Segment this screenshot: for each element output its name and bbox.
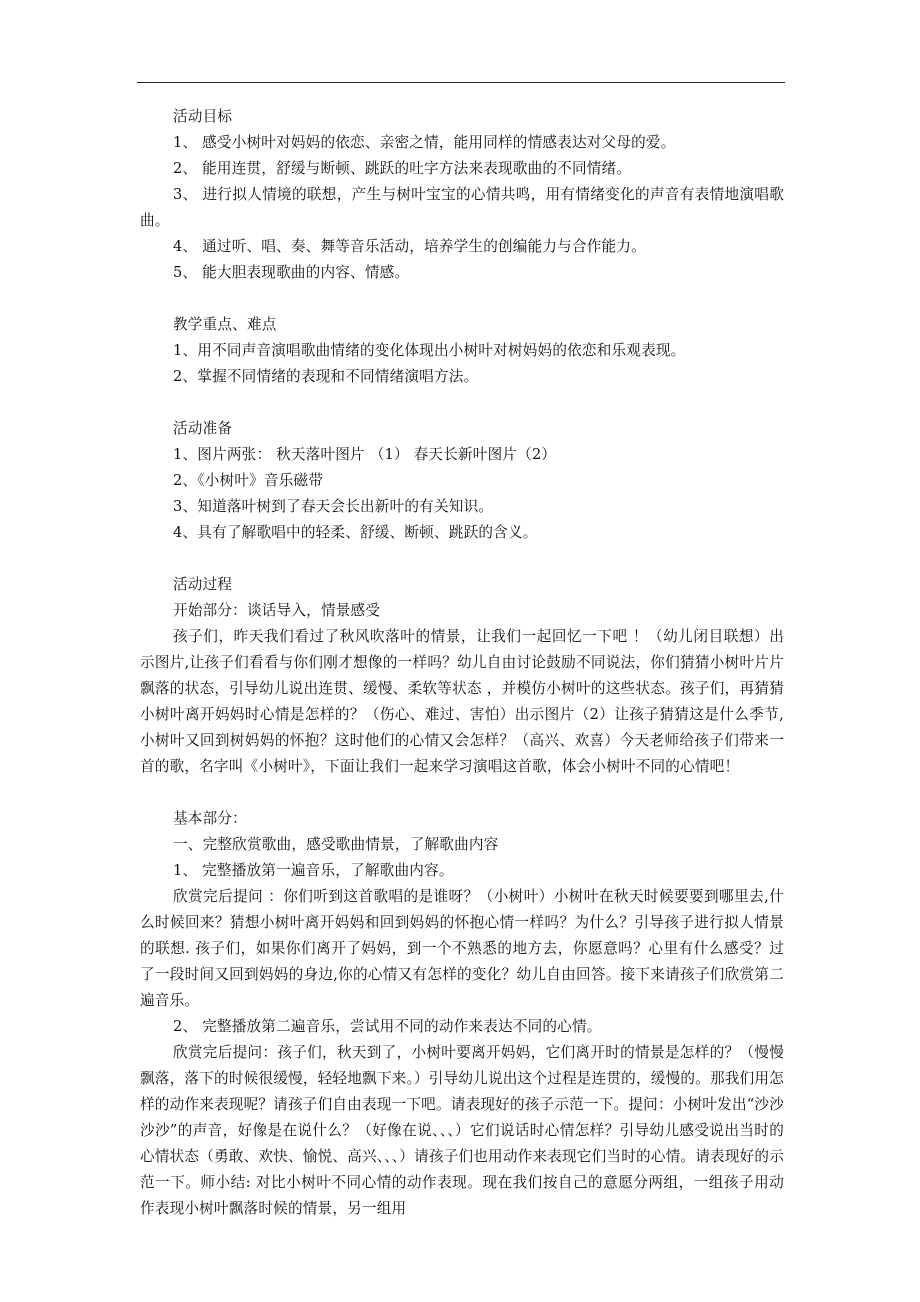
process-heading: 活动过程 [173, 576, 233, 593]
document-body [140, 104, 784, 1222]
objectives-heading: 活动目标 [173, 108, 233, 125]
step-two-paragraph: 欣赏完后提问：孩子们，秋天到了，小树叶要离开妈妈，它们离开时的情景是怎样的？（慢慢飘落，落下的时候很缓慢，轻轻地飘下来。）引导幼儿说出这个过程是连贯的，缓慢的。那我们用怎样的动作来表现呢？请孩子们自由表现一下吧。请表现好的孩子示范一下。提问：小树叶发出“沙沙沙沙”的声音，好像是在说什么？（好像在说、、、）它们说话时心情怎样？引导幼儿感受说出当时的心情状态（勇敢、欢快、愉悦、高兴、、、）请孩子们也用动作来表现它们当时的心情。请表现好的示范一下。师小结: 对比小树叶不同心情的动作表现。现在我们按自己的意愿分两组，一组孩子用动作表现小树叶飘落时候的情景，另一组用 [140, 1044, 784, 1217]
step-one-title: 1、 完整播放第一遍音乐，了解歌曲内容。 [173, 862, 454, 879]
step-one-paragraph: 欣赏完后提问 ：你们听到这首歌唱的是谁呀？（小树叶）小树叶在秋天时候要要到哪里去,什么时候回来？猜想小树叶离开妈妈和回到妈妈的怀抱心情一样吗？为什么？引导孩子进行拟人情景的联想. 孩子们，如果你们离开了妈妈，到一个不熟悉的地方去，你愿意吗？心里有什么感受？过了一段时间又回到妈妈的身边,你的心情又有怎样的变化？幼儿自由回答。接下来请孩子们欣赏第二遍音乐。 [140, 888, 784, 1009]
preparation-heading: 活动准备 [173, 420, 233, 437]
preparation-item: 2、《小树叶》音乐磁带 [173, 472, 324, 489]
objective-item: 4、 通过听、唱、奏、舞等音乐活动，培养学生的创编能力与合作能力。 [173, 238, 646, 255]
preparation-item: 1、图片两张： 秋天落叶图片 （1） 春天长新叶图片（2） [173, 446, 557, 463]
basic-part-title: 基本部分： [173, 810, 247, 827]
step-two-title: 2、 完整播放第二遍音乐，尝试用不同的动作来表达不同的心情。 [173, 1018, 602, 1035]
preparation-item: 4、具有了解歌唱中的轻柔、舒缓、断顿、跳跃的含义。 [173, 524, 538, 541]
opening-title: 开始部分：谈话导入，情景感受 [173, 602, 381, 619]
objective-item: 1、 感受小树叶对妈妈的依恋、亲密之情，能用同样的情感表达对父母的爱。 [173, 134, 676, 151]
key-point-item: 1、用不同声音演唱歌曲情绪的变化体现出小树叶对树妈妈的依恋和乐观表现。 [173, 342, 686, 359]
objective-item: 3、 进行拟人情境的联想，产生与树叶宝宝的心情共鸣，用有情绪变化的声音有表情地演唱歌曲。 [140, 186, 784, 229]
objective-item: 2、 能用连贯，舒缓与断顿、跳跃的吐字方法来表现歌曲的不同情绪。 [173, 160, 632, 177]
preparation-item: 3、知道落叶树到了春天会长出新叶的有关知识。 [173, 498, 494, 515]
opening-paragraph: 孩子们，昨天我们看过了秋风吹落叶的情景，让我们一起回忆一下吧 ！（幼儿闭目联想）出示图片,让孩子们看看与你们刚才想像的一样吗？幼儿自由讨论鼓励不同说法，你们猜猜小树叶片片飘落的状态，引导幼儿说出连贯、缓慢、柔软等状态 ，并模仿小树叶的这些状态。孩子们，再猜猜小树叶离开妈妈时心情是怎样的？（伤心、难过、害怕）出示图片（2）让孩子猜猜这是什么季节,小树叶又回到树妈妈的怀抱？这时他们的心情又会怎样？（高兴、欢喜）今天老师给孩子们带来一首的歌，名字叫《小树叶》，下面让我们一起来学习演唱这首歌，体会小树叶不同的心情吧！ [140, 628, 784, 775]
header-rule [137, 82, 785, 83]
key-point-item: 2、掌握不同情绪的表现和不同情绪演唱方法。 [173, 368, 479, 385]
objective-item: 5、 能大胆表现歌曲的内容、情感。 [173, 264, 410, 281]
key-points-heading: 教学重点、难点 [173, 316, 277, 333]
section-one-title: 一、完整欣赏歌曲，感受歌曲情景，了解歌曲内容 [173, 836, 499, 853]
